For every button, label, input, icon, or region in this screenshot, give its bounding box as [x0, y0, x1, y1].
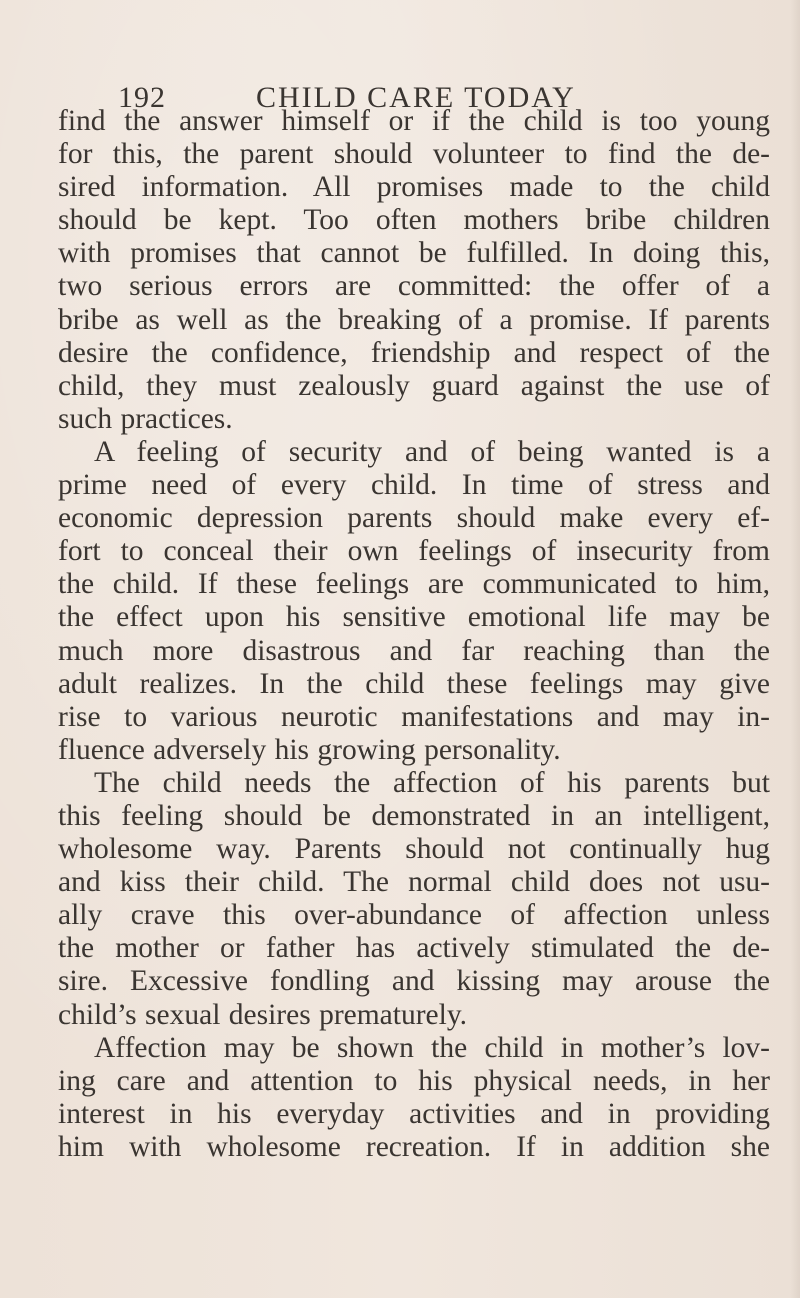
text-line: fort to conceal their own feelings of insecurity from: [58, 535, 770, 568]
text-line: should be kept. Too often mothers bribe children: [58, 204, 770, 237]
text-line: prime need of every child. In time of stress and: [58, 469, 770, 502]
text-line: ing care and attention to his physical needs, in her: [58, 1064, 770, 1097]
body-text: [58, 105, 770, 1164]
text-line: interest in his everyday activities and in providing: [58, 1097, 770, 1130]
text-line: child’s sexual desires prematurely.: [58, 998, 468, 1031]
text-line: him with wholesome recreation. If in addition she: [58, 1130, 770, 1163]
text-line: much more disastrous and far reaching than the: [58, 634, 770, 667]
page-number: 192: [118, 81, 166, 114]
text-line: child, they must zealously guard against the use of: [58, 369, 770, 402]
text-line: with promises that cannot be fulfilled. In doing this,: [58, 237, 770, 270]
text-line: ally crave this over-abundance of affection unless: [58, 899, 770, 932]
text-line: adult realizes. In the child these feelings may give: [58, 667, 770, 700]
text-line: the mother or father has actively stimulated the de-: [58, 932, 770, 965]
text-line: A feeling of security and of being wanted is a: [94, 435, 770, 468]
text-line: sire. Excessive fondling and kissing may arouse the: [58, 965, 770, 998]
text-line: rise to various neurotic manifestations and may in-: [58, 700, 770, 733]
text-line: two serious errors are committed: the offer of a: [58, 270, 770, 303]
page-edge-shadow: [790, 0, 800, 1298]
text-line: Affection may be shown the child in mother’s lov-: [94, 1031, 770, 1064]
text-line: fluence adversely his growing personality.: [58, 733, 561, 766]
text-line: sired information. All promises made to the child: [58, 171, 770, 204]
text-line: the child. If these feelings are communicated to him,: [58, 568, 770, 601]
text-line: find the answer himself or if the child is too young: [58, 105, 770, 137]
text-line: The child needs the affection of his parents but: [94, 766, 770, 799]
text-line: and kiss their child. The normal child does not usu-: [58, 866, 770, 899]
text-line: for this, the parent should volunteer to find the de-: [58, 138, 770, 171]
text-line: the effect upon his sensitive emotional life may be: [58, 601, 770, 634]
text-line: desire the confidence, friendship and respect of the: [58, 336, 770, 369]
running-head: CHILD CARE TODAY: [256, 81, 576, 114]
text-line: bribe as well as the breaking of a promise. If parents: [58, 303, 770, 336]
text-line: wholesome way. Parents should not continually hug: [58, 833, 770, 866]
text-line: such practices.: [58, 402, 233, 435]
text-line: this feeling should be demonstrated in an intelligent,: [58, 799, 770, 832]
text-line: economic depression parents should make every ef-: [58, 502, 770, 535]
